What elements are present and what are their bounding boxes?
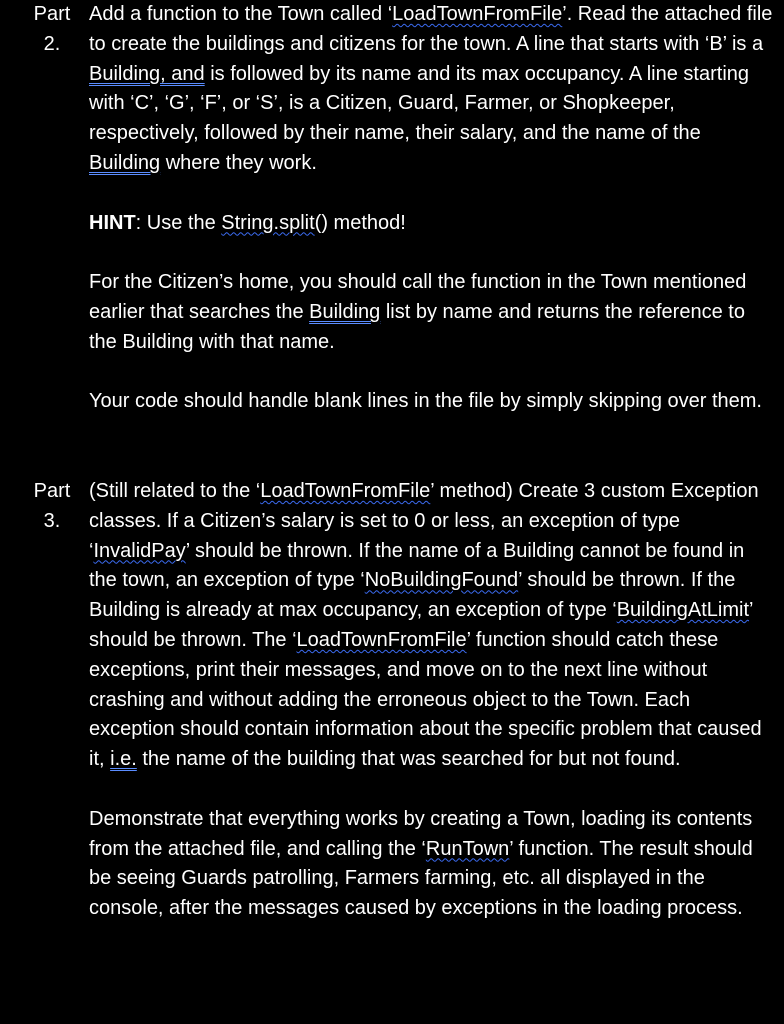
part-3-label <box>26 477 78 537</box>
text-run: () method! <box>314 211 406 234</box>
spellcheck-word: LoadTownFromFile <box>260 480 431 502</box>
part-3-content <box>89 477 775 924</box>
part-2-paragraph-blank-lines: Your code should handle blank lines in the file by simply skipping over them. <box>89 390 762 413</box>
part-2-label-number: 2. <box>43 32 61 55</box>
part-2-content <box>89 0 775 417</box>
text-run: is followed by its name and its max occupancy. A line starting with ‘C’, ‘G’, ‘F’, or ‘S’, is a Citizen, Guard, Farmer, or Shopkeeper, respectively, followed by their name, their salary, and the name of the <box>89 62 750 145</box>
text-run: : Use the <box>135 211 222 234</box>
part-2-paragraph-load-function <box>89 0 775 179</box>
text-run: Add a function to the Town called ‘ <box>89 3 393 25</box>
text-run: ’ should be thrown. If the Building is already at max occupancy, an exception of type ‘ <box>89 569 736 622</box>
grammar-word: Building <box>309 300 381 323</box>
grammar-word: Building, and <box>89 62 205 85</box>
part-3-label-word: Part <box>33 480 71 502</box>
text-run: the name of the building that was searched for but not found. <box>136 748 681 771</box>
text-run: For the Citizen’s home, you should call the function in the Town mentioned earlier that searches the <box>89 271 747 323</box>
spellcheck-word: NoBuildingFound <box>364 569 519 592</box>
spellcheck-word: RunTown <box>425 837 510 860</box>
text-run: ’ function. The result should be seeing Guards patrolling, Farmers farming, etc. all displayed in the console, after the messages caused by exceptions in the loading process. <box>89 837 753 920</box>
part-2-paragraph-citizen-home <box>89 268 775 357</box>
spellcheck-word: String.split <box>221 211 315 234</box>
text-run: (Still related to the ‘ <box>89 480 261 502</box>
spellcheck-word: InvalidPay <box>93 539 186 562</box>
part-3-label-number: 3. <box>43 509 61 532</box>
part-2-label-word: Part <box>33 3 71 25</box>
part-2-paragraph-hint <box>89 209 775 239</box>
hint-label: HINT <box>89 211 136 234</box>
spellcheck-word: LoadTownFromFile <box>392 3 563 25</box>
text-run: where they work. <box>160 151 317 174</box>
text-run: ’. Read the attached file to create the buildings and citizens for the town. A line that starts with ‘B’ is a <box>89 3 773 55</box>
text-run: ’ method) Create 3 custom Exception classes. If a Citizen’s salary is set to 0 or less, an exception of type ‘ <box>89 480 759 562</box>
part-3-paragraph-demonstrate <box>89 805 775 924</box>
text-run: Demonstrate that everything works by creating a Town, loading its contents from the attached file, and calling the ‘ <box>89 807 753 860</box>
grammar-word: i.e. <box>110 748 137 771</box>
part-2-label <box>26 0 78 60</box>
spellcheck-word: BuildingAtLimit <box>616 599 750 622</box>
text-run: list by name and returns the reference to the Building with that name. <box>89 300 745 353</box>
text-run: ’ should be thrown. The ‘ <box>89 599 753 651</box>
text-run: ’ should be thrown. If the name of a Building cannot be found in the town, an exception of type ‘ <box>89 539 745 592</box>
text-run: ’ function should catch these exceptions, print their messages, and move on to the next line without crashing and without adding the erroneous object to the Town. Each exception should contain information about the specific problem that caused it, <box>89 628 762 771</box>
part-3-paragraph-exceptions <box>89 477 775 775</box>
spellcheck-word: LoadTownFromFile <box>296 628 467 651</box>
grammar-word: Building <box>89 151 161 174</box>
